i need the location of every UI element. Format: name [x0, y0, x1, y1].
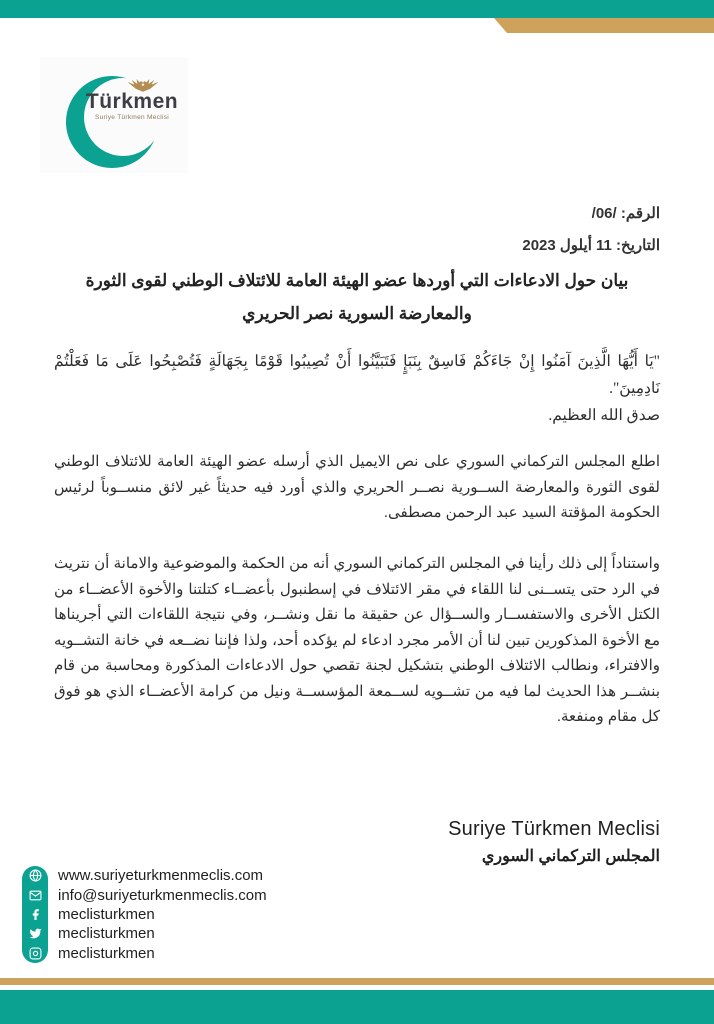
- instagram-handle-text: meclisturkmen: [58, 944, 155, 962]
- logo-brand-text: Türkmen: [85, 90, 179, 113]
- contact-row-twitter: [22, 924, 267, 943]
- contact-row-website: [22, 866, 267, 885]
- body-paragraph-1: اطلع المجلس التركماني السوري على نص الايميل الذي أرسله عضو الهيئة العامة للائتلاف الوطني لقوى الثورة والمعارضة الســورية نصــر الحريري والذي أورد فيه حديثاً غير لائق منســوباً لرئيس الحكومة المؤقتة السيد عبد الرحمن مصطفى.: [54, 453, 660, 521]
- instagram-icon: [22, 947, 48, 960]
- document-meta: [522, 198, 660, 262]
- signature-latin: Suriye Türkmen Meclisi: [448, 818, 660, 840]
- organization-logo: [40, 57, 188, 173]
- footer-teal-bar: [0, 990, 714, 1024]
- verse-attribution: صدق الله العظيم.: [548, 407, 660, 424]
- reference-number: الرقم: /06/: [591, 205, 660, 222]
- contact-row-email: [22, 885, 267, 904]
- facebook-icon: [22, 908, 48, 921]
- signature-block: [448, 818, 660, 866]
- contact-row-instagram: [22, 944, 267, 963]
- header-gold-accent: [494, 18, 714, 33]
- facebook-handle-text: meclisturkmen: [58, 905, 155, 923]
- footer-gold-bar: [0, 978, 714, 985]
- document-date: التاريخ: 11 أيلول 2023: [522, 237, 660, 254]
- contact-row-facebook: [22, 905, 267, 924]
- body-paragraph-2: واستناداً إلى ذلك رأينا في المجلس التركماني السوري أنه من الحكمة والموضوعية والامانة أن نتريث في الرد حتى يتســنى لنا اللقاء في مقر الائتلاف في إسطنبول بأعضــاء كتلتنا والأخوة الأعضــاء من الكتل الأخرى والاستفســار والســؤال عن حقيقة ما نقل ونشــر، وفي نتيجة اللقاءات التي أجريناها مع الأخوة المذكورين تبين لنا أن الأمر مجرد ادعاء لم يؤكده أحد، ولذا فإننا نضــعه في خانة التشــويه والافتراء، ونطالب الائتلاف الوطني بتشكيل لجنة تقصي حول الادعاءات المذكورة ومحاسبة من قام بنشــر هذا الحديث لما فيه من تشــويه لســمعة المؤسســة ونيل من كرامة الأعضــاء الذي هو فوق كل مقام ومنفعة.: [54, 555, 660, 725]
- quran-verse-block: [54, 348, 660, 429]
- page-title: بيان حول الادعاءات التي أوردها عضو الهيئة العامة للائتلاف الوطني لقوى الثورة والمعارضة السورية نصر الحريري: [85, 271, 629, 323]
- quran-verse: "يَا أَيُّهَا الَّذِينَ آمَنُوا إِنْ جَاءَكُمْ فَاسِقٌ بِنَبَإٍ فَتَبَيَّنُوا أَنْ تُصِيبُوا قَوْمًا بِجَهَالَةٍ فَتُصْبِحُوا عَلَى مَا فَعَلْتُمْ نَادِمِينَ".: [54, 353, 660, 397]
- twitter-icon: [22, 927, 48, 940]
- signature-arabic: المجلس التركماني السوري: [481, 848, 660, 865]
- logo-subtitle-text: Suriye Türkmen Meclisi: [94, 114, 170, 121]
- email-text: info@suriyeturkmenmeclis.com: [58, 886, 267, 904]
- header-teal-bar: [0, 0, 714, 18]
- contact-block: [22, 866, 267, 963]
- globe-icon: [22, 869, 48, 882]
- twitter-handle-text: meclisturkmen: [58, 925, 155, 943]
- website-text: www.suriyeturkmenmeclis.com: [58, 867, 264, 885]
- mail-icon: [22, 889, 48, 902]
